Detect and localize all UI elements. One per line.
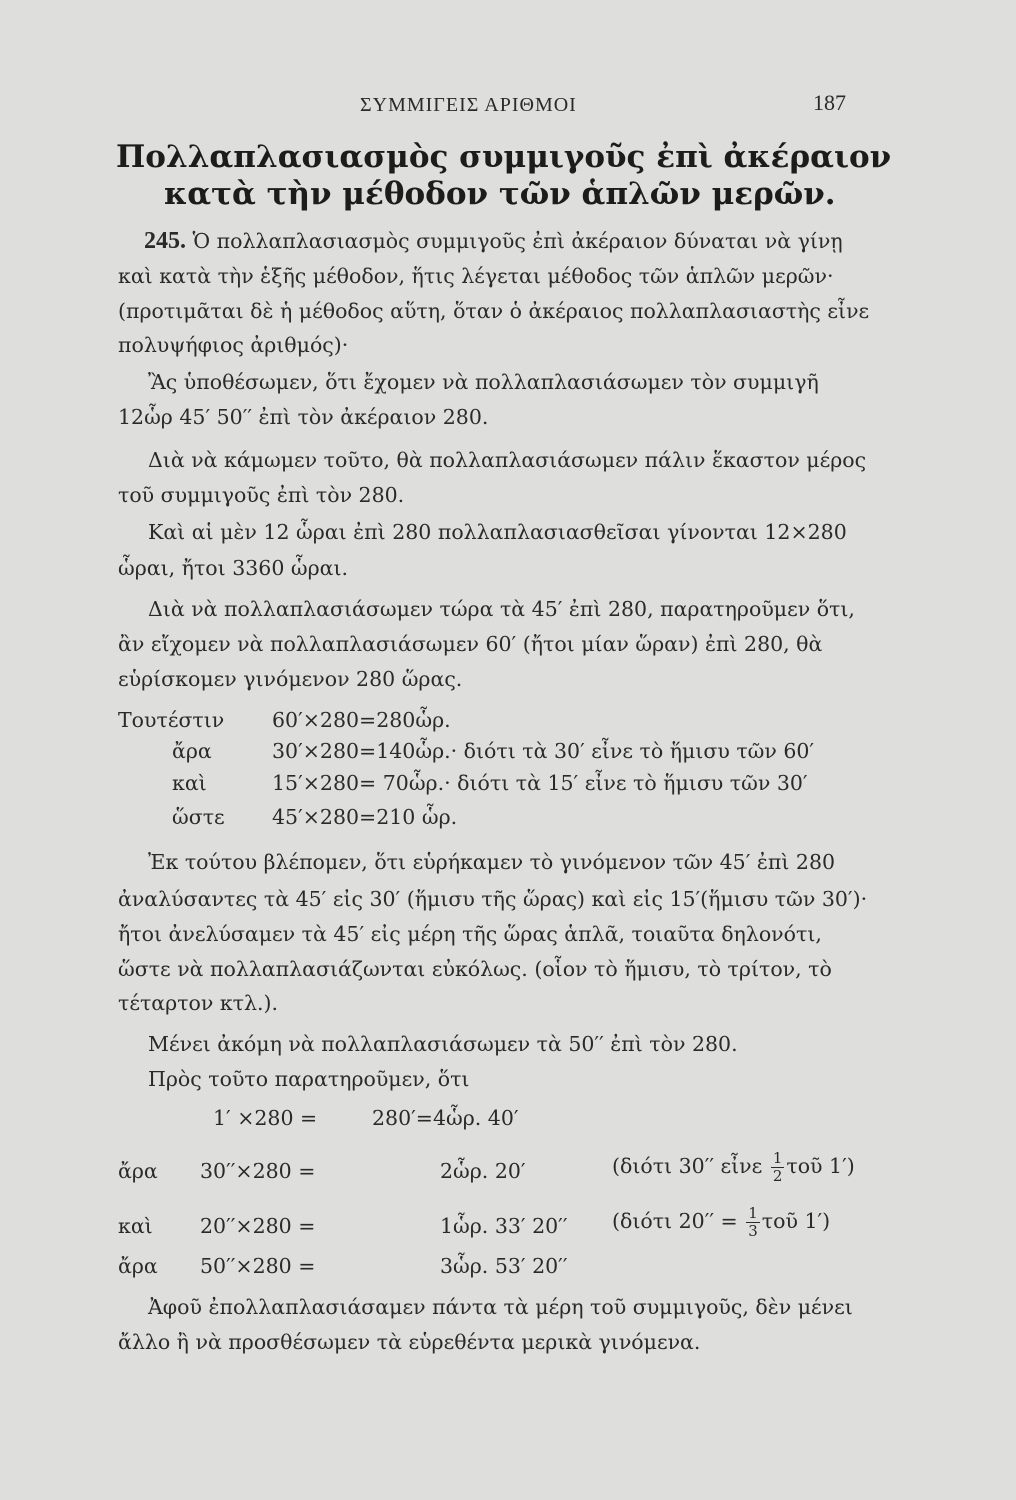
paragraph-line: Διὰ νὰ κάμωμεν τοῦτο, θὰ πολλαπλασιάσωμεν πάλιν ἕκαστον μέρος — [148, 448, 867, 472]
calc-label: καὶ — [172, 771, 207, 795]
paragraph-text: Ὁ πολλαπλασιασμὸς συμμιγοῦς ἐπὶ ἀκέραιον δύναται νὰ γίνῃ — [192, 229, 843, 253]
paragraph-line: τοῦ συμμιγοῦς ἐπὶ τὸν 280. — [118, 483, 405, 507]
paragraph-line: Πρὸς τοῦτο παρατηροῦμεν, ὅτι — [148, 1067, 470, 1091]
fraction-third: $\frac{1}{3}$ — [748, 1204, 758, 1240]
paragraph-line: ἀναλύσαντες τὰ 45′ εἰς 30′ (ἥμισυ τῆς ὥρας) καὶ εἰς 15′(ἥμισυ τῶν 30′)· — [118, 887, 868, 911]
calc-lhs: 50′′×280 = — [200, 1254, 316, 1278]
calc-label: ἄρα — [118, 1254, 158, 1278]
calc-rhs: 3ὧρ. 53′ 20′′ — [440, 1254, 568, 1278]
note-text: τοῦ 1′) — [761, 1209, 831, 1233]
paragraph-line: ὥστε νὰ πολλαπλασιάζωνται εὐκόλως. (οἷον τὸ ἥμισυ, τὸ τρίτον, τὸ — [118, 957, 832, 981]
calc-label: ἄρα — [172, 739, 212, 763]
calc-label: καὶ — [118, 1214, 153, 1238]
calc-rhs: 280′=4ὧρ. 40′ — [372, 1106, 519, 1130]
calc-expression: 15′×280= 70ὧρ.· διότι τὰ 15′ εἶνε τὸ ἥμισυ τῶν 30′ — [272, 771, 808, 795]
calc-label: Τουτέστιν — [118, 708, 225, 732]
paragraph-line: Ἀφοῦ ἐπολλαπλασιάσαμεν πάντα τὰ μέρη τοῦ συμμιγοῦς, δὲν μένει — [148, 1295, 853, 1319]
calc-lhs: 20′′×280 = — [200, 1214, 316, 1238]
section-title-line2: κατὰ τὴν μέθοδον τῶν ἁπλῶν μερῶν. — [164, 176, 836, 212]
paragraph-line: Καὶ αἱ μὲν 12 ὧραι ἐπὶ 280 πολλαπλασιασθεῖσαι γίνονται 12×280 — [148, 520, 847, 544]
paragraph-line: 12ὧρ 45′ 50′′ ἐπὶ τὸν ἀκέραιον 280. — [118, 405, 489, 429]
calc-lhs: 30′′×280 = — [200, 1159, 316, 1183]
running-header: ΣΥΜΜΙΓΕΙΣ ΑΡΙΘΜΟΙ — [360, 94, 577, 116]
paragraph-line: ἂν εἴχομεν νὰ πολλαπλασιάσωμεν 60′ (ἤτοι μίαν ὥραν) ἐπὶ 280, θὰ — [118, 632, 823, 656]
calc-label: ἄρα — [118, 1159, 158, 1183]
note-text: τοῦ 1′) — [786, 1154, 855, 1178]
calc-note — [612, 1150, 855, 1185]
paragraph-line: Διὰ νὰ πολλαπλασιάσωμεν τώρα τὰ 45′ ἐπὶ 280, παρατηροῦμεν ὅτι, — [148, 597, 855, 621]
paragraph-line: Μένει ἀκόμη νὰ πολλαπλασιάσωμεν τὰ 50′′ ἐπὶ τὸν 280. — [148, 1032, 738, 1056]
paragraph-line: (προτιμᾶται δὲ ἡ μέθοδος αὕτη, ὅταν ὁ ἀκέραιος πολλαπλασιαστὴς εἶνε — [118, 299, 870, 323]
paragraph-line — [144, 228, 843, 255]
paragraph-line: ὧραι, ἤτοι 3360 ὧραι. — [118, 556, 349, 580]
calc-rhs: 2ὧρ. 20′ — [440, 1159, 526, 1183]
paragraph-line: πολυψήφιος ἀριθμός)· — [118, 333, 349, 357]
section-title-line1: Πολλαπλασιασμὸς συμμιγοῦς ἐπὶ ἀκέραιον — [116, 139, 892, 175]
paragraph-number: 245. — [144, 228, 186, 254]
paragraph-line: εὑρίσκομεν γινόμενον 280 ὥρας. — [118, 667, 463, 691]
calc-lhs: 1′ ×280 = — [213, 1106, 318, 1130]
paragraph-line: καὶ κατὰ τὴν ἑξῆς μέθοδον, ἥτις λέγεται μέθοδος τῶν ἁπλῶν μερῶν· — [118, 264, 834, 288]
calc-rhs: 1ὧρ. 33′ 20′′ — [440, 1214, 568, 1238]
calc-expression: 30′×280=140ὧρ.· διότι τὰ 30′ εἶνε τὸ ἥμισυ τῶν 60′ — [272, 739, 815, 763]
calc-expression: 45′×280=210 ὧρ. — [272, 805, 458, 829]
paragraph-line: τέταρτον κτλ.). — [118, 991, 279, 1015]
page-number: 187 — [813, 90, 846, 115]
calc-expression: 60′×280=280ὧρ. — [272, 708, 451, 732]
paragraph-line: Ἂς ὑποθέσωμεν, ὅτι ἔχομεν νὰ πολλαπλασιάσωμεν τὸν συμμιγῆ — [148, 370, 819, 394]
note-text: (διότι 20′′ = — [612, 1209, 738, 1233]
fraction-half: $\frac{1}{2}$ — [772, 1149, 783, 1185]
calc-note — [612, 1205, 830, 1240]
paragraph-line: Ἐκ τούτου βλέπομεν, ὅτι εὑρήκαμεν τὸ γινόμενον τῶν 45′ ἐπὶ 280 — [148, 850, 836, 874]
paragraph-line: ἄλλο ἢ νὰ προσθέσωμεν τὰ εὑρεθέντα μερικὰ γινόμενα. — [118, 1330, 701, 1354]
calc-label: ὥστε — [172, 805, 225, 829]
paragraph-line: ἤτοι ἀνελύσαμεν τὰ 45′ εἰς μέρη τῆς ὥρας ἁπλᾶ, τοιαῦτα δηλονότι, — [118, 922, 822, 946]
note-text: (διότι 30′′ εἶνε — [612, 1154, 763, 1178]
